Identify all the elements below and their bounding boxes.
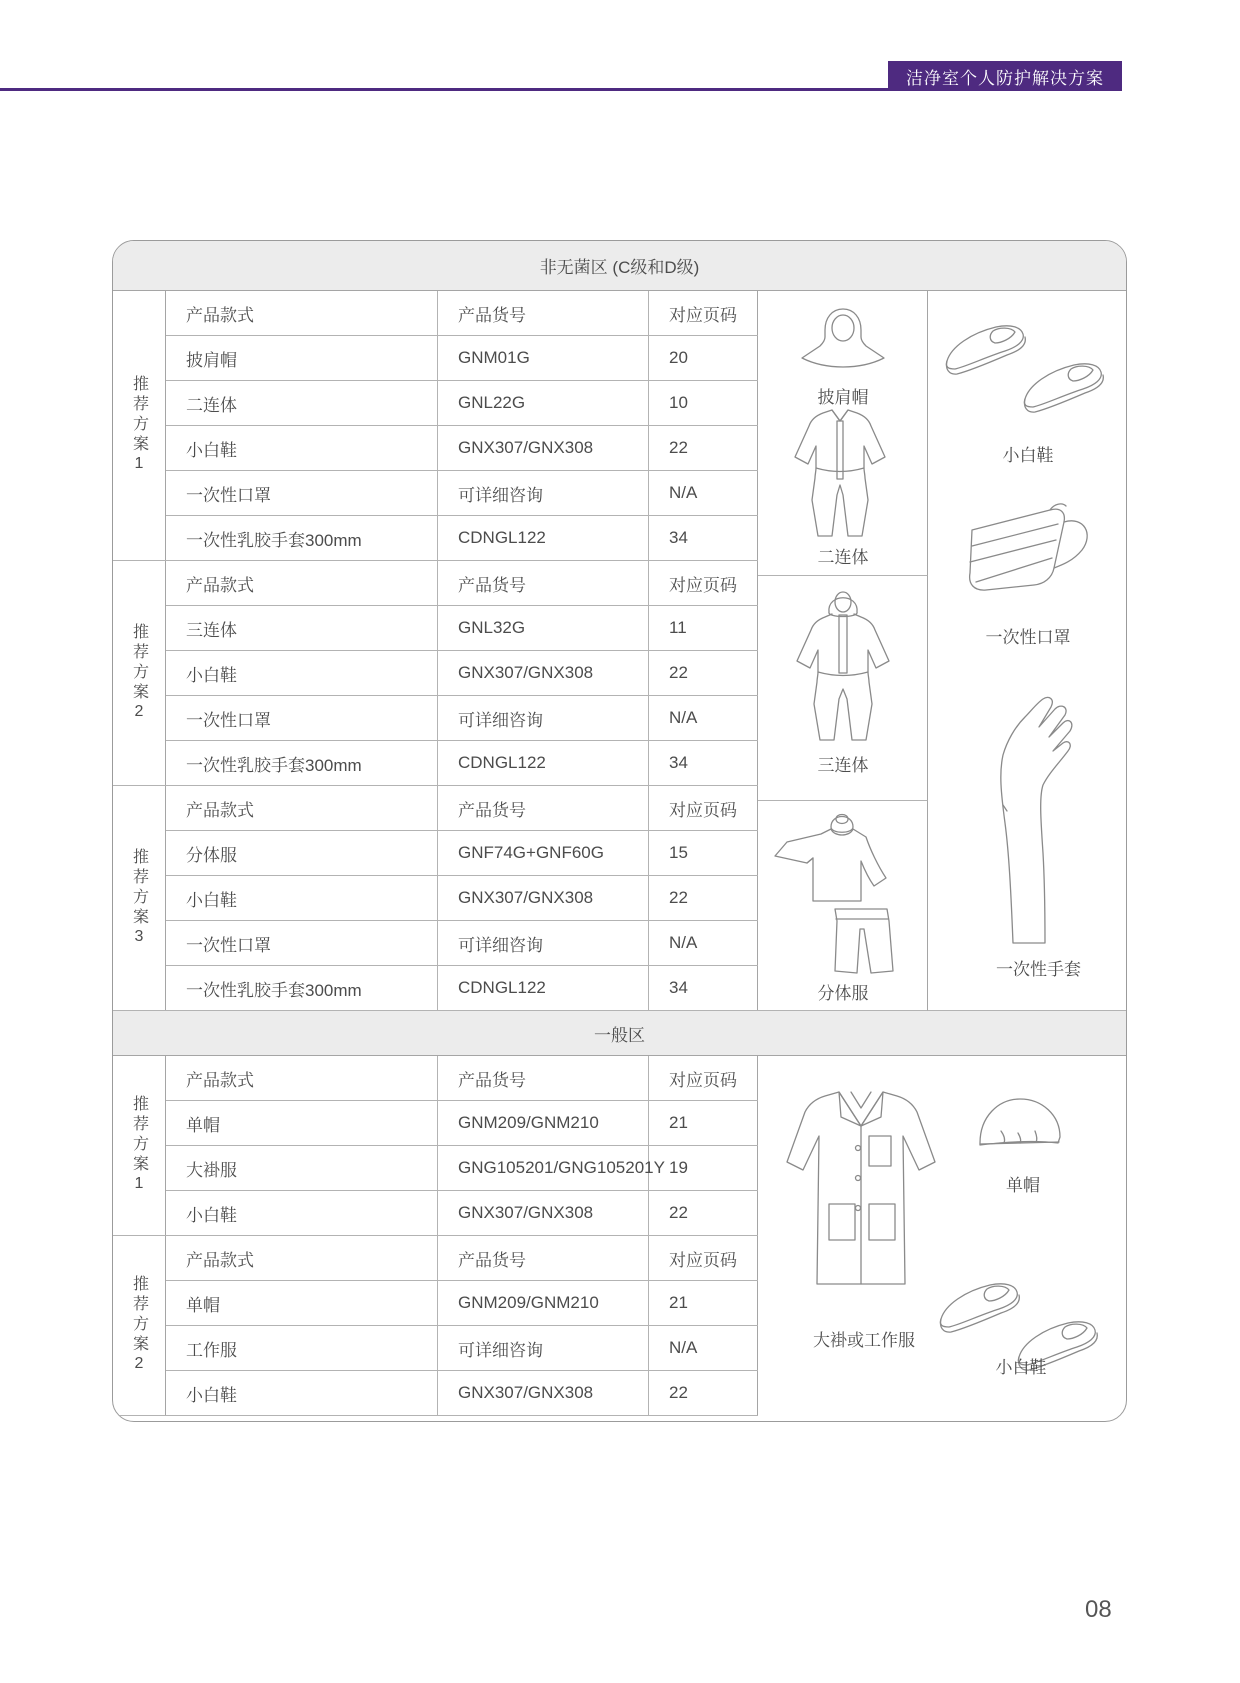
hood-label: 披肩帽 [817, 388, 869, 407]
col-header-code: 产品货号 [438, 291, 649, 335]
cell-code: CDNGL122 [438, 741, 649, 785]
col-header-page: 对应页码 [649, 1236, 758, 1280]
cell-style: 披肩帽 [166, 336, 438, 380]
coat-label: 大褂或工作服 [813, 1331, 915, 1350]
cell-page: 22 [649, 426, 758, 470]
cell-code: GNL22G [438, 381, 649, 425]
shoes-label: 小白鞋 [1002, 446, 1054, 465]
cap-illustration [973, 1091, 1067, 1155]
cell-page: 15 [649, 831, 758, 875]
page-title-banner [888, 61, 1122, 91]
cell-page: N/A [649, 471, 758, 515]
cell-style: 三连体 [166, 606, 438, 650]
plan-block-2 [113, 561, 758, 786]
cell-page: 21 [649, 1281, 758, 1325]
cell-page: 22 [649, 1371, 758, 1415]
table-header-row [166, 561, 758, 606]
plan-label: 推荐方案2 [113, 561, 166, 785]
glove-label: 一次性手套 [996, 960, 1081, 979]
col-header-page: 对应页码 [649, 291, 758, 335]
section-title: 一般区 [594, 1025, 645, 1045]
split-suit-illustration [773, 811, 918, 976]
cell-style: 一次性口罩 [166, 696, 438, 740]
table-header-row [166, 1236, 758, 1281]
cell-page: 11 [649, 606, 758, 650]
cell-page: 10 [649, 381, 758, 425]
table-header-row [166, 1056, 758, 1101]
cell-page: N/A [649, 921, 758, 965]
plan-rows [166, 786, 758, 1010]
plan-label: 推荐方案1 [113, 291, 166, 560]
plan-rows [166, 291, 758, 560]
cell-page: 22 [649, 651, 758, 695]
plan-block-general-1 [113, 1056, 758, 1236]
table-row [166, 1101, 758, 1146]
table-row [166, 471, 758, 516]
cell-style: 大褂服 [166, 1146, 438, 1190]
table-row [166, 1191, 758, 1235]
cell-page: 22 [649, 876, 758, 920]
coat-illustration [781, 1084, 943, 1296]
coverall3-label: 三连体 [817, 756, 869, 775]
col-header-code: 产品货号 [438, 786, 649, 830]
cell-page: 19 [649, 1146, 758, 1190]
cell-code: GNG105201/GNG105201Y [438, 1146, 649, 1190]
table-header-row [166, 786, 758, 831]
table-row [166, 741, 758, 785]
section-title: 非无菌区 (C级和D级) [539, 258, 700, 277]
plan-label: 推荐方案2 [113, 1236, 166, 1415]
cell-page: N/A [649, 1326, 758, 1370]
plan-label: 推荐方案3 [113, 786, 166, 1010]
cell-style: 分体服 [166, 831, 438, 875]
table-row [166, 1371, 758, 1415]
col-header-page: 对应页码 [649, 561, 758, 605]
cell-code: 可详细咨询 [438, 1326, 649, 1370]
table-row [166, 876, 758, 921]
cell-code: 可详细咨询 [438, 921, 649, 965]
col-header-page: 对应页码 [649, 786, 758, 830]
recommendation-table [112, 240, 1127, 1422]
cell-code: GNX307/GNX308 [438, 876, 649, 920]
plan-block-general-2 [113, 1236, 758, 1416]
cell-page: 34 [649, 966, 758, 1010]
cell-code: GNM209/GNM210 [438, 1101, 649, 1145]
plan-rows [166, 1236, 758, 1415]
col-header-code: 产品货号 [438, 1236, 649, 1280]
table-header-row [166, 291, 758, 336]
cell-code: GNL32G [438, 606, 649, 650]
col-header-style: 产品款式 [166, 291, 438, 335]
plan-rows [166, 1056, 758, 1235]
table-row [166, 336, 758, 381]
cap-label: 单帽 [1006, 1176, 1040, 1195]
table-row [166, 651, 758, 696]
page-number: 08 [1085, 1596, 1112, 1623]
cell-style: 一次性乳胶手套300mm [166, 516, 438, 560]
table-row [166, 516, 758, 560]
coverall2-illustration [785, 405, 901, 541]
col-header-style: 产品款式 [166, 561, 438, 605]
cell-style: 小白鞋 [166, 651, 438, 695]
table-row [166, 606, 758, 651]
col-header-style: 产品款式 [166, 786, 438, 830]
cell-page: 34 [649, 516, 758, 560]
mask-label: 一次性口罩 [985, 628, 1071, 647]
cell-style: 小白鞋 [166, 1191, 438, 1235]
cell-page: 21 [649, 1101, 758, 1145]
table-row [166, 426, 758, 471]
cell-style: 工作服 [166, 1326, 438, 1370]
cell-style: 小白鞋 [166, 1371, 438, 1415]
cell-style: 一次性口罩 [166, 471, 438, 515]
table-row [166, 966, 758, 1010]
cell-code: GNX307/GNX308 [438, 426, 649, 470]
cell-style: 单帽 [166, 1281, 438, 1325]
mask-illustration [958, 494, 1098, 616]
col-header-style: 产品款式 [166, 1056, 438, 1100]
coverall3-illustration [789, 585, 897, 745]
table-row [166, 921, 758, 966]
cell-code: CDNGL122 [438, 966, 649, 1010]
col-header-style: 产品款式 [166, 1236, 438, 1280]
hood-illustration [795, 305, 891, 385]
col-header-code: 产品货号 [438, 561, 649, 605]
plan-block-1 [113, 291, 758, 561]
cell-code: GNX307/GNX308 [438, 651, 649, 695]
cell-code: GNX307/GNX308 [438, 1371, 649, 1415]
cell-code: GNM209/GNM210 [438, 1281, 649, 1325]
plan-rows [166, 561, 758, 785]
cell-style: 小白鞋 [166, 876, 438, 920]
cell-code: GNM01G [438, 336, 649, 380]
plan-block-3 [113, 786, 758, 1011]
shoes-illustration [941, 299, 1113, 434]
cell-code: GNF74G+GNF60G [438, 831, 649, 875]
table-row [166, 696, 758, 741]
cell-style: 小白鞋 [166, 426, 438, 470]
table-row [166, 1146, 758, 1191]
cell-style: 一次性乳胶手套300mm [166, 966, 438, 1010]
shoes2-label: 小白鞋 [995, 1358, 1047, 1377]
cell-code: 可详细咨询 [438, 696, 649, 740]
glove-illustration [975, 693, 1080, 948]
table-row [166, 381, 758, 426]
cell-code: GNX307/GNX308 [438, 1191, 649, 1235]
cell-page: 20 [649, 336, 758, 380]
cell-code: 可详细咨询 [438, 471, 649, 515]
cell-style: 一次性口罩 [166, 921, 438, 965]
cell-page: N/A [649, 696, 758, 740]
cell-style: 二连体 [166, 381, 438, 425]
split-suit-label: 分体服 [817, 984, 869, 1003]
table-row [166, 831, 758, 876]
cell-page: 34 [649, 741, 758, 785]
section-header-nonsterile [113, 241, 1126, 291]
section-header-general [113, 1011, 1126, 1056]
table-row [166, 1326, 758, 1371]
col-header-page: 对应页码 [649, 1056, 758, 1100]
table-row [166, 1281, 758, 1326]
cell-page: 22 [649, 1191, 758, 1235]
page-title: 洁净室个人防护解决方案 [906, 68, 1104, 88]
col-header-code: 产品货号 [438, 1056, 649, 1100]
cell-code: CDNGL122 [438, 516, 649, 560]
coverall2-label: 二连体 [817, 548, 869, 567]
cell-style: 单帽 [166, 1101, 438, 1145]
cell-style: 一次性乳胶手套300mm [166, 741, 438, 785]
plan-label: 推荐方案1 [113, 1056, 166, 1235]
